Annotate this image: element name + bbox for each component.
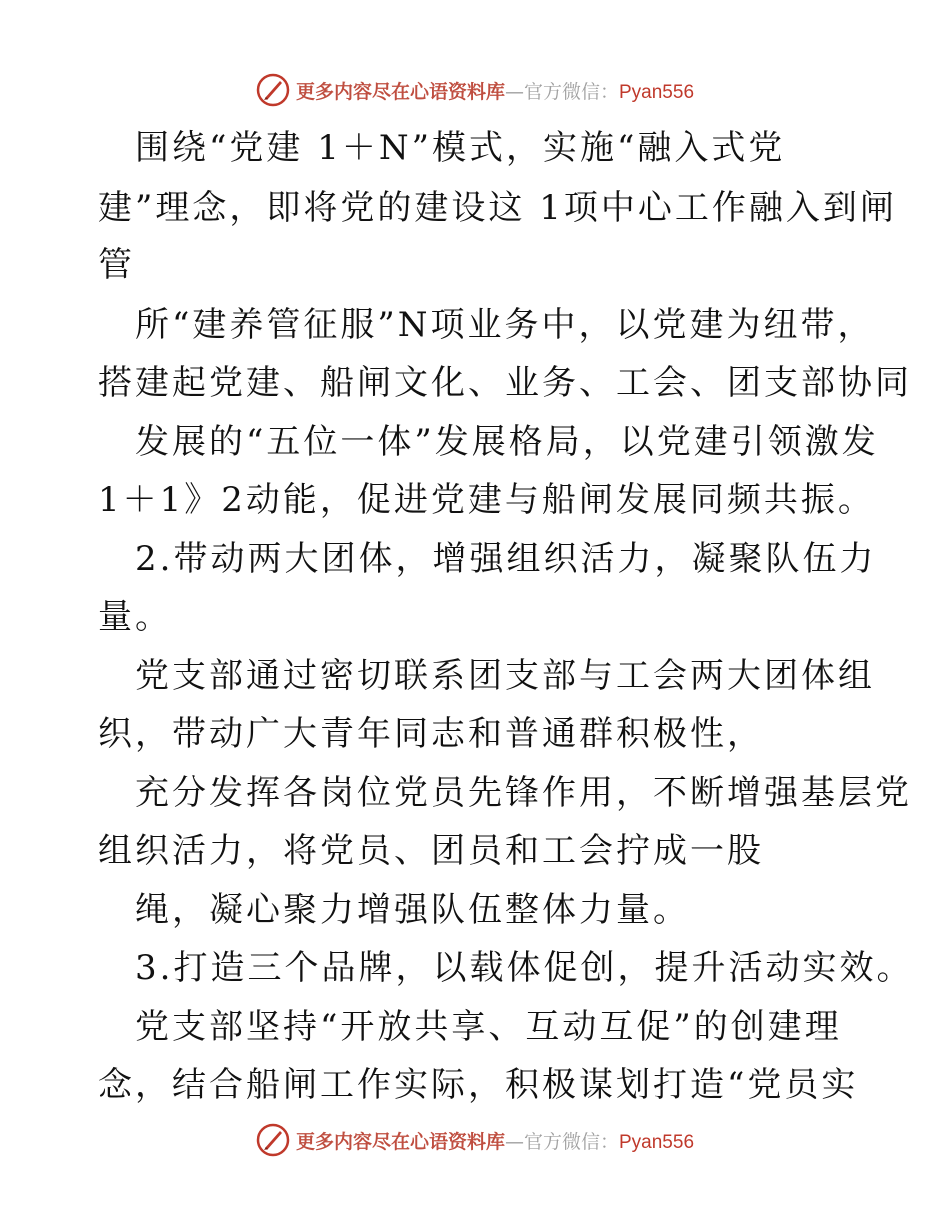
text-line: 量。 <box>98 597 172 637</box>
text-line: 1＋1》2动能，促进党建与船闸发展同频共振。 <box>98 480 875 520</box>
watermark-dash: — <box>504 80 524 103</box>
watermark-text <box>296 77 694 104</box>
text-line: 2.带动两大团体，增强组织活力，凝聚队伍力 <box>135 539 877 579</box>
watermark-dash: — <box>504 1130 524 1153</box>
watermark-wechat-id: Pyan556 <box>619 81 695 103</box>
text-line: 念，结合船闸工作实际，积极谋划打造“党员实 <box>98 1065 859 1105</box>
text-line: 3.打造三个品牌，以载体促创，提升活动实效。 <box>135 948 914 988</box>
text-line: 党支部坚持“开放共享、互动互促”的创建理 <box>135 1007 842 1047</box>
watermark-wechat-id: Pyan556 <box>619 1131 695 1153</box>
text-line: 管 <box>98 245 135 285</box>
watermark-wechat-label: 官方微信： <box>523 80 619 103</box>
quill-pen-logo-icon <box>256 1123 290 1157</box>
text-line: 发展的“五位一体”发展格局，以党建引领激发 <box>135 422 879 462</box>
watermark-wechat-label: 官方微信： <box>523 1130 619 1153</box>
text-line: 所“建养管征服”N项业务中，以党建为纽带， <box>135 305 875 345</box>
watermark-main: 更多内容尽在心语资料库 <box>295 1130 505 1153</box>
text-line: 组织活力，将党员、团员和工会拧成一股 <box>98 831 764 871</box>
text-line: 建”理念，即将党的建设这 1项中心工作融入到闸 <box>98 188 897 228</box>
header-watermark <box>0 70 950 110</box>
footer-watermark <box>0 1120 950 1160</box>
text-line: 党支部通过密切联系团支部与工会两大团体组 <box>135 656 875 696</box>
quill-pen-logo-icon <box>256 73 290 107</box>
watermark-text <box>296 1127 694 1154</box>
watermark-main: 更多内容尽在心语资料库 <box>295 80 505 103</box>
text-line: 围绕“党建 1＋N”模式，实施“融入式党 <box>135 128 786 168</box>
text-line: 绳，凝心聚力增强队伍整体力量。 <box>135 890 690 930</box>
text-line: 织，带动广大青年同志和普通群积极性， <box>98 714 764 754</box>
text-line: 充分发挥各岗位党员先锋作用，不断增强基层党 <box>135 773 912 813</box>
text-line: 搭建起党建、船闸文化、业务、工会、团支部协同 <box>98 363 912 403</box>
